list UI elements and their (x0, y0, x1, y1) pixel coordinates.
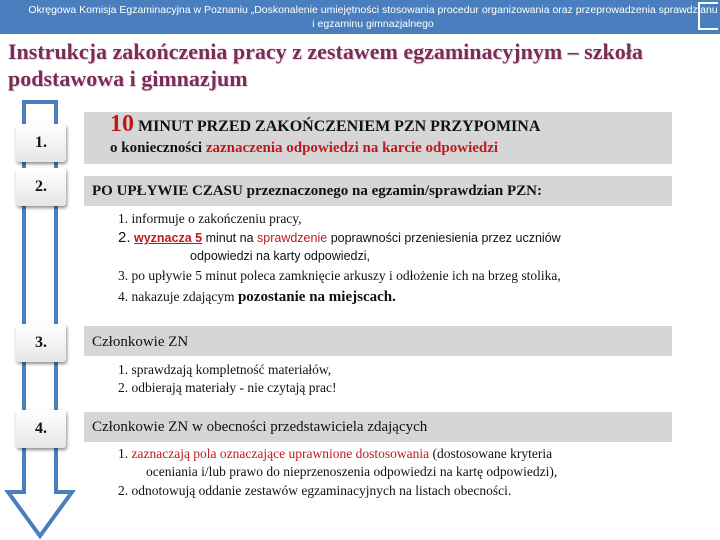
header-corner-box (698, 2, 718, 30)
step-1-sub (110, 138, 498, 158)
step-1-sub-red: zaznaczenia odpowiedzi na karcie odpowiedzi (205, 140, 499, 156)
page-title: Instrukcja zakończenia pracy z zestawem egzaminacyjnym – szkoła podstawowa i gimnazjum (8, 39, 643, 91)
step-4-item-1-cont: oceniania i/lub prawo do nieprzenoszenia odpowiedzi na kartę odpowiedzi), (146, 464, 558, 479)
step-4-heading: Członkowie ZN w obecności przedstawiciela zdających (92, 419, 428, 435)
step-1-lead (110, 110, 540, 141)
step-number-3: 3. (16, 324, 66, 362)
step-3-heading: Członkowie ZN (92, 334, 189, 350)
step-number-1: 1. (16, 124, 66, 162)
step-number-2: 2. (16, 168, 66, 206)
step-4-item-1: 1. zaznaczają pola oznaczające uprawnione dostosowania (dostosowane kryteria (118, 446, 553, 461)
step-3-item-2: 2. odbierają materiały - nie czytają prac! (118, 380, 337, 395)
step-2-heading: PO UPŁYWIE CZASU przeznaczonego na egzamin/sprawdzian PZN: (92, 183, 542, 199)
down-arrow-icon (4, 100, 78, 540)
header-bar (0, 0, 720, 34)
step-number-4: 4. (16, 410, 66, 448)
step-2-item-2-cont: odpowiedzi na karty odpowiedzi, (190, 249, 370, 263)
step-1-lead-text: MINUT PRZED ZAKOŃCZENIEM PZN PRZYPOMINA (138, 118, 541, 135)
step-1-ten: 10 (110, 111, 134, 137)
step-3-item-1: 1. sprawdzają kompletność materiałów, (118, 362, 332, 377)
step-2-item-2: 2. wyznacza 5 minut na sprawdzenie poprawności przeniesienia przez uczniów (118, 229, 561, 246)
step-2-item-4: 4. nakazuje zdającym pozostanie na miejscach. (118, 289, 396, 305)
step-2-item-1: 1. informuje o zakończeniu pracy, (118, 211, 302, 226)
step-2-item-3: 3. po upływie 5 minut poleca zamknięcie arkuszy i odłożenie ich na brzeg stolika, (118, 268, 561, 283)
step-4-item-2: 2. odnotowują oddanie zestawów egzaminacyjnych na listach obecności. (118, 483, 512, 498)
header-caption: Okręgowa Komisja Egzaminacyjna w Poznaniu „Doskonalenie umiejętności stosowania procedur organizowania oraz przeprowadzenia sprawdzianu i egzaminu gimnazjalnego (28, 4, 718, 30)
step-1-sub-black: o konieczności (110, 140, 203, 156)
